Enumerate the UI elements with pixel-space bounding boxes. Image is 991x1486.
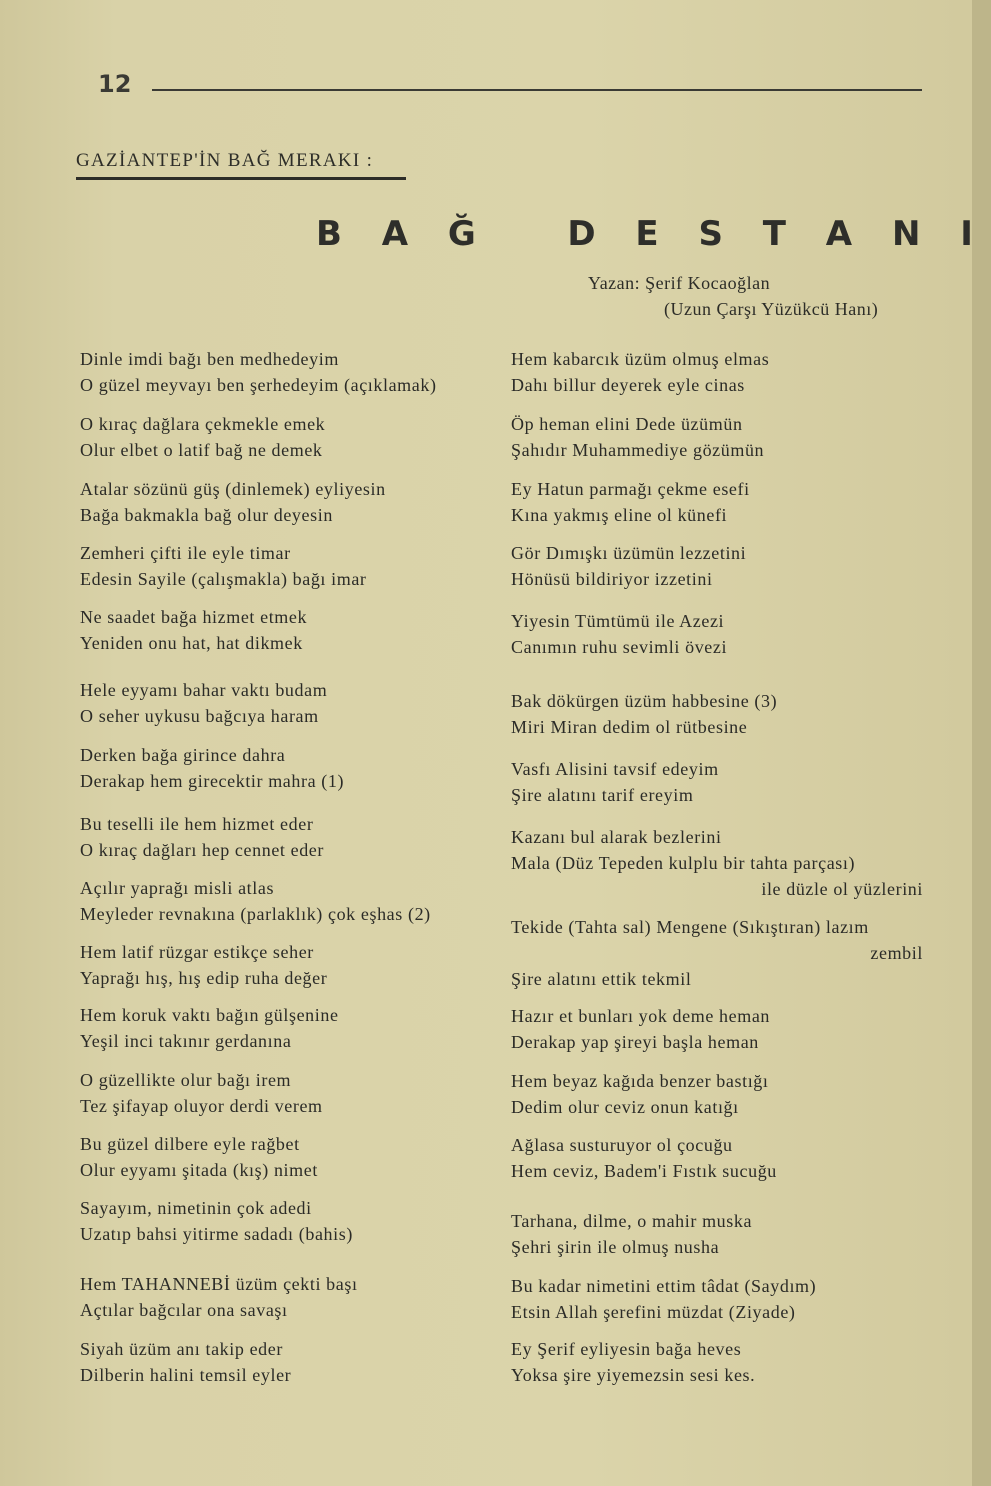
verse-line: O kıraç dağları hep cennet eder [80,840,324,860]
page-number: 12 [98,70,132,98]
verse-line: Dedim olur ceviz onun katığı [511,1097,739,1117]
verse-line: Dinle imdi bağı ben medhedeyim [80,349,339,369]
verse-line: Şehri şirin ile olmuş nusha [511,1237,720,1257]
stanza [511,411,923,463]
verse-line: Derken bağa girince dahra [80,745,286,765]
verse-line: Miri Miran dedim ol rütbesine [511,717,748,737]
verse-line: Canımın ruhu sevimli övezi [511,637,728,657]
verse-line: Yoksa şire yiyemezsin sesi kes. [511,1365,756,1385]
stanza [80,1067,323,1119]
verse-line: Ey Şerif eyliyesin bağa heves [511,1339,742,1359]
verse-line: Dahı billur deyerek eyle cinas [511,375,745,395]
verse-line: Açılır yaprağı misli atlas [80,878,275,898]
verse-line: Yeşil inci takınır gerdanına [80,1031,292,1051]
verse-line: Kına yakmış eline ol künefi [511,505,728,525]
verse-line: Bağa bakmakla bağ olur deyesin [80,505,333,525]
stanza [511,1003,923,1055]
verse-line: Mala (Düz Tepeden kulplu bir tahta parçası) [511,853,856,873]
verse-line: Olur eyyamı şitada (kış) nimet [80,1160,318,1180]
stanza [511,608,923,660]
stanza [80,939,327,991]
verse-line: ile düzle ol yüzlerini [761,879,923,899]
verse-line: Dilberin halini temsil eyler [80,1365,292,1385]
verse-line: Şire alatını ettik tekmil [511,969,692,989]
verse-line: Bu güzel dilbere eyle rağbet [80,1134,300,1154]
verse-line: zembil [870,943,923,963]
stanza [511,1068,923,1120]
verse-line: Hem ceviz, Badem'i Fıstık sucuğu [511,1161,777,1181]
section-underline [76,177,406,180]
author-place: (Uzun Çarşı Yüzükcü Hanı) [664,299,879,319]
stanza [511,1208,923,1260]
verse-line: Derakap yap şireyi başla heman [511,1032,759,1052]
stanza [80,875,431,927]
stanza [80,604,307,656]
verse-line: Şahıdır Muhammediye gözümün [511,440,765,460]
verse-line: Vasfı Alisini tavsif edeyim [511,759,719,779]
stanza [511,346,923,398]
stanza [511,1273,923,1325]
verse-line: Hem latif rüzgar estikçe seher [80,942,314,962]
verse-line: Uzatıp bahsi yitirme sadadı (bahis) [80,1224,353,1244]
stanza [511,914,923,966]
stanza [511,1132,923,1184]
verse-line: Tarhana, dilme, o mahir muska [511,1211,753,1231]
verse-line: Hönüsü bildiriyor izzetini [511,569,713,589]
stanza [80,1271,358,1323]
section-label: GAZİANTEP'İN BAĞ MERAKI : [76,150,374,171]
verse-line: Bu kadar nimetini ettim tâdat (Saydım) [511,1276,817,1296]
verse-line: Yeniden onu hat, hat dikmek [80,633,303,653]
verse-line: Şire alatını tarif ereyim [511,785,694,805]
stanza [511,1336,923,1388]
verse-line: Ağlasa susturuyor ol çocuğu [511,1135,733,1155]
verse-line: Zemheri çifti ile eyle timar [80,543,291,563]
stanza [511,688,923,740]
verse-line: Açtılar bağcılar ona savaşı [80,1300,288,1320]
verse-line: Etsin Allah şerefini müzdat (Ziyade) [511,1302,796,1322]
stanza [511,756,923,808]
verse-line: Hem kabarcık üzüm olmuş elmas [511,349,770,369]
stanza [80,411,325,463]
verse-line: Tez şifayap oluyor derdi verem [80,1096,323,1116]
verse-line: Hem TAHANNEBİ üzüm çekti başı [80,1274,358,1294]
verse-line: Hem koruk vaktı bağın gülşenine [80,1005,339,1025]
author-line: Yazan: Şerif Kocaoğlan [588,273,771,293]
verse-line: Olur elbet o latif bağ ne demek [80,440,323,460]
verse-line: Bu teselli ile hem hizmet eder [80,814,314,834]
stanza [80,1002,339,1054]
stanza [80,742,344,794]
verse-line: Yaprağı hış, hış edip ruha değer [80,968,328,988]
verse-line: Siyah üzüm anı takip eder [80,1339,283,1359]
verse-line: Bak dökürgen üzüm habbesine (3) [511,691,778,711]
verse-line: Hazır et bunları yok deme heman [511,1006,771,1026]
verse-line: Kazanı bul alarak bezlerini [511,827,722,847]
stanza [80,540,367,592]
stanza [511,824,923,902]
verse-line: Sayayım, nimetinin çok adedi [80,1198,312,1218]
verse-line: Ne saadet bağa hizmet etmek [80,607,308,627]
stanza [80,346,437,398]
verse-line: Öp heman elini Dede üzümün [511,414,743,434]
stanza [511,966,923,992]
verse-line: O seher uykusu bağcıya haram [80,706,319,726]
stanza [511,540,923,592]
verse-line: Tekide (Tahta sal) Mengene (Sıkıştıran) lazım [511,917,869,937]
verse-line: Hele eyyamı bahar vaktı budam [80,680,328,700]
verse-line: Edesin Sayile (çalışmakla) bağı imar [80,569,367,589]
verse-line: Hem beyaz kağıda benzer bastığı [511,1071,769,1091]
verse-line: Meyleder revnakına (parlaklık) çok eşhas (2) [80,904,431,924]
verse-line: Derakap hem girecektir mahra (1) [80,771,345,791]
stanza [511,476,923,528]
verse-line: Yiyesin Tümtümü ile Azezi [511,611,725,631]
verse-line: O kıraç dağlara çekmekle emek [80,414,326,434]
stanza [80,1195,353,1247]
verse-line: Atalar sözünü güş (dinlemek) eyliyesin [80,479,386,499]
stanza [80,677,327,729]
verse-line: Gör Dımışkı üzümün lezzetini [511,543,747,563]
verse-line: O güzel meyvayı ben şerhedeyim (açıklamak) [80,375,437,395]
stanza [80,1131,318,1183]
verse-line: Ey Hatun parmağı çekme esefi [511,479,750,499]
verse-line: O güzellikte olur bağı irem [80,1070,292,1090]
stanza [80,1336,291,1388]
poem-title: B A Ğ D E S T A N I [316,214,987,254]
header-rule [152,89,922,91]
stanza [80,811,324,863]
stanza [80,476,386,528]
